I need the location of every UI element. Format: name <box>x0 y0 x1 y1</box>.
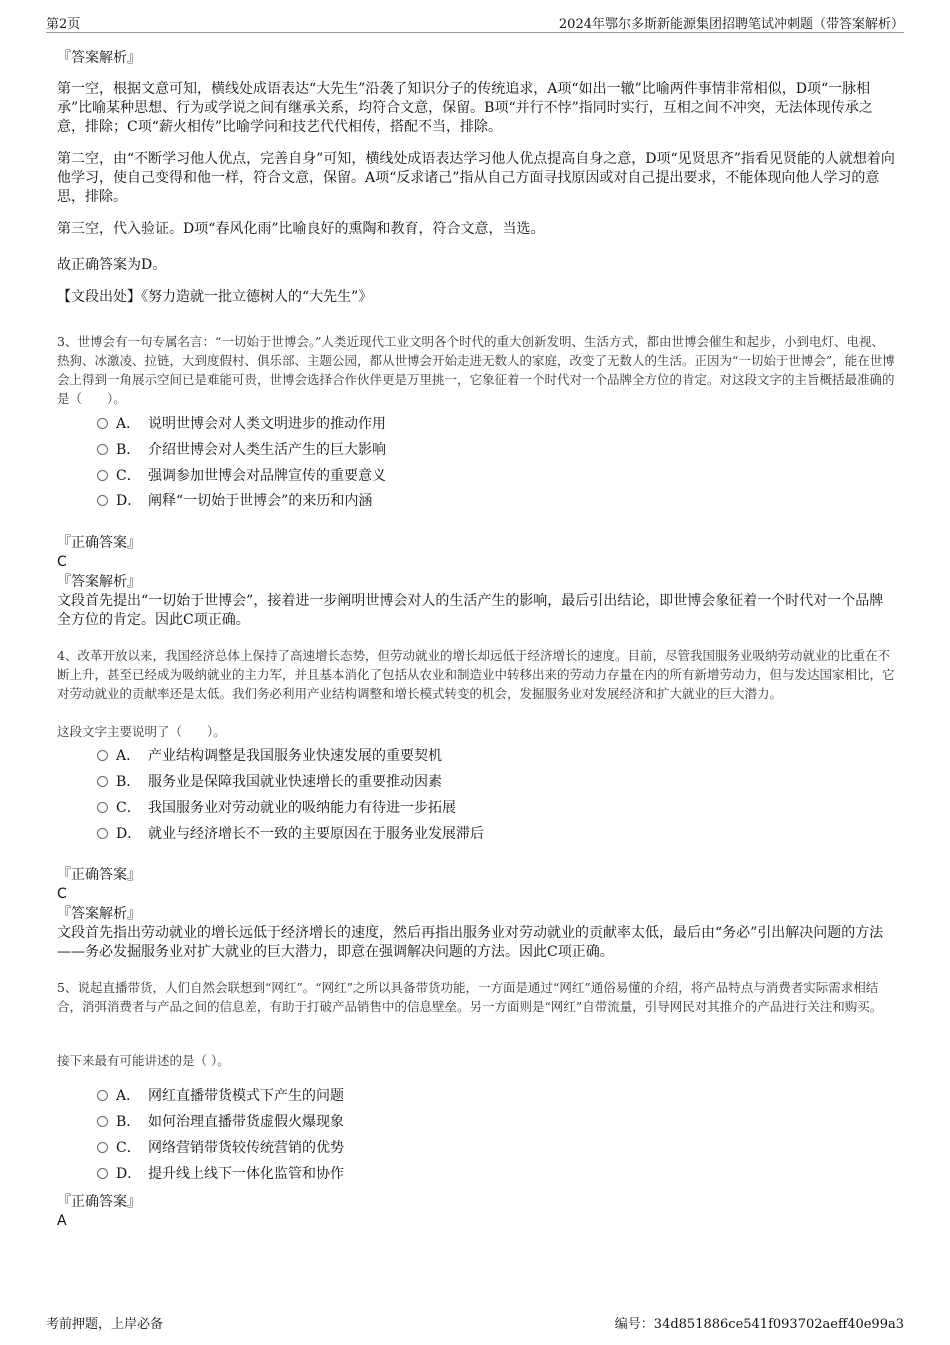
document-title: 2024年鄂尔多斯新能源集团招聘笔试冲刺题（带答案解析） <box>558 17 904 32</box>
question-3-analysis: 文段首先提出“一切始于世博会”，接着进一步阐明世博会对人的生活产生的影响，最后引出结论，即世博会象征着一个时代对一个品牌全方位的肯定。因此C项正确。 <box>57 593 884 628</box>
question-4-stem: 4、改革开放以来，我国经济总体上保持了高速增长态势，但劳动就业的增长却远低于经济增长的速度。目前，尽管我国服务业吸纳劳动就业的比重在不断上升，甚至已经成为吸纳就业的主力军，并且基本消化了包括从农业和制造业中转移出来的劳动力存量在内的所有新增劳动力，但与发达国家相比，它对劳动就业的贡献率还是太低。我们务必利用产业结构调整和增长模式转变的机会，发掘服务业对发展经济和扩大就业的巨大潜力。 <box>57 648 895 701</box>
footer-slogan: 考前押题，上岸必备 <box>46 1317 164 1332</box>
radio-icon[interactable] <box>97 1168 108 1179</box>
prev-analysis-paragraph-2: 第二空，由“不断学习他人优点，完善自身”可知，横线处成语表达学习他人优点提高自身之意，D项“见贤思齐”指看见贤能的人就想着向他学习，使自己变得和他一样，符合文意，保留。A项“反求诸己”指从自己方面寻找原因或对自己提出要求，不能体现向他人学习的意思，排除。 <box>57 151 895 205</box>
radio-icon[interactable] <box>97 828 108 839</box>
question-4-prompt: 这段文字主要说明了（ ）。 <box>57 724 226 739</box>
question-5-stem: 5、说起直播带货，人们自然会联想到“网红”。“网红”之所以具备带货功能，一方面是通过“网红”通俗易懂的介绍，将产品特点与消费者实际需求相结合，消弭消费者与产品之间的信息差，有助于打破产品销售中的信息壁垒。另一方面则是“网红”自带流量，引导网民对其推介的产品进行关注和购买。 <box>57 980 883 1014</box>
question-4-answer-label: 『正确答案』 <box>57 867 141 883</box>
question-3-answer: C <box>57 554 67 570</box>
page-number: 第2页 <box>46 17 81 32</box>
question-3-option-a[interactable]: A． 说明世博会对人类文明进步的推动作用 <box>97 414 386 434</box>
radio-icon[interactable] <box>97 750 108 761</box>
question-5-answer-label: 『正确答案』 <box>57 1194 141 1210</box>
question-3-analysis-label: 『答案解析』 <box>57 574 141 590</box>
question-3-option-d[interactable]: D． 阐释“一切始于世博会”的来历和内涵 <box>97 491 372 511</box>
question-5-answer: A <box>57 1213 67 1229</box>
question-5-prompt: 接下来最有可能讲述的是（ ）。 <box>57 1053 230 1068</box>
radio-icon[interactable] <box>97 776 108 787</box>
page-header <box>46 12 904 33</box>
radio-icon[interactable] <box>97 802 108 813</box>
question-4-option-c[interactable]: C． 我国服务业对劳动就业的吸纳能力有待进一步拓展 <box>97 798 456 818</box>
prev-conclusion: 故正确答案为D。 <box>57 257 167 273</box>
prev-source: 【文段出处】《努力造就一批立德树人的“大先生”》 <box>57 289 373 305</box>
question-4-option-d[interactable]: D． 就业与经济增长不一致的主要原因在于服务业发展滞后 <box>97 824 484 844</box>
prev-analysis-label: 『答案解析』 <box>57 50 141 66</box>
question-4-analysis: 文段首先指出劳动就业的增长远低于经济增长的速度，然后再指出服务业对劳动就业的贡献率太低，最后由“务必”引出解决问题的方法——务必发掘服务业对扩大就业的巨大潜力，即意在强调解决问题的方法。因此C项正确。 <box>57 925 884 960</box>
radio-icon[interactable] <box>97 1090 108 1101</box>
question-4-option-b[interactable]: B． 服务业是保障我国就业快速增长的重要推动因素 <box>97 772 442 792</box>
question-3-answer-label: 『正确答案』 <box>57 535 141 551</box>
radio-icon[interactable] <box>97 470 108 481</box>
question-4-answer: C <box>57 886 67 902</box>
footer-serial: 编号：34d851886ce541f093702aeff40e99a3 <box>614 1317 904 1332</box>
radio-icon[interactable] <box>97 1116 108 1127</box>
radio-icon[interactable] <box>97 444 108 455</box>
prev-analysis-paragraph-1: 第一空，根据文意可知，横线处成语表达“大先生”沿袭了知识分子的传统追求，A项“如出一辙”比喻两件事情非常相似，D项“一脉相承”比喻某种思想、行为或学说之间有继承关系，均符合文意，保留。B项“并行不悖”指同时实行，互相之间不冲突，无法体现传承之意，排除；C项“薪火相传”比喻学问和技艺代代相传，搭配不当，排除。 <box>57 81 873 135</box>
question-5-option-a[interactable]: A． 网红直播带货模式下产生的问题 <box>97 1086 344 1106</box>
question-5-option-b[interactable]: B． 如何治理直播带货虚假火爆现象 <box>97 1112 344 1132</box>
question-3-option-b[interactable]: B． 介绍世博会对人类生活产生的巨大影响 <box>97 440 386 460</box>
prev-analysis-paragraph-3: 第三空，代入验证。D项“春风化雨”比喻良好的熏陶和教育，符合文意，当选。 <box>57 221 545 237</box>
question-4-analysis-label: 『答案解析』 <box>57 906 141 922</box>
question-4-option-a[interactable]: A． 产业结构调整是我国服务业快速发展的重要契机 <box>97 746 442 766</box>
radio-icon[interactable] <box>97 495 108 506</box>
radio-icon[interactable] <box>97 1142 108 1153</box>
question-3-option-c[interactable]: C． 强调参加世博会对品牌宣传的重要意义 <box>97 466 386 486</box>
radio-icon[interactable] <box>97 418 108 429</box>
question-3-stem: 3、世博会有一句专属名言：“一切始于世博会。”人类近现代工业文明各个时代的重大创新发明、生活方式，都由世博会催生和起步，小到电灯、电视、热狗、冰激凌、拉链，大到度假村、俱乐部、主题公园，都从世博会开始走进无数人的家庭，改变了无数人的生活。正因为“一切始于世博会”，能在世博会上得到一角展示空间已是难能可贵，世博会选择合作伙伴更是万里挑一，它象征着一个时代对一个品牌全方位的肯定。对这段文字的主旨概括最准确的是（ ）。 <box>57 334 895 406</box>
question-5-option-c[interactable]: C． 网络营销带货较传统营销的优势 <box>97 1138 344 1158</box>
question-5-option-d[interactable]: D． 提升线上线下一体化监管和协作 <box>97 1164 344 1184</box>
